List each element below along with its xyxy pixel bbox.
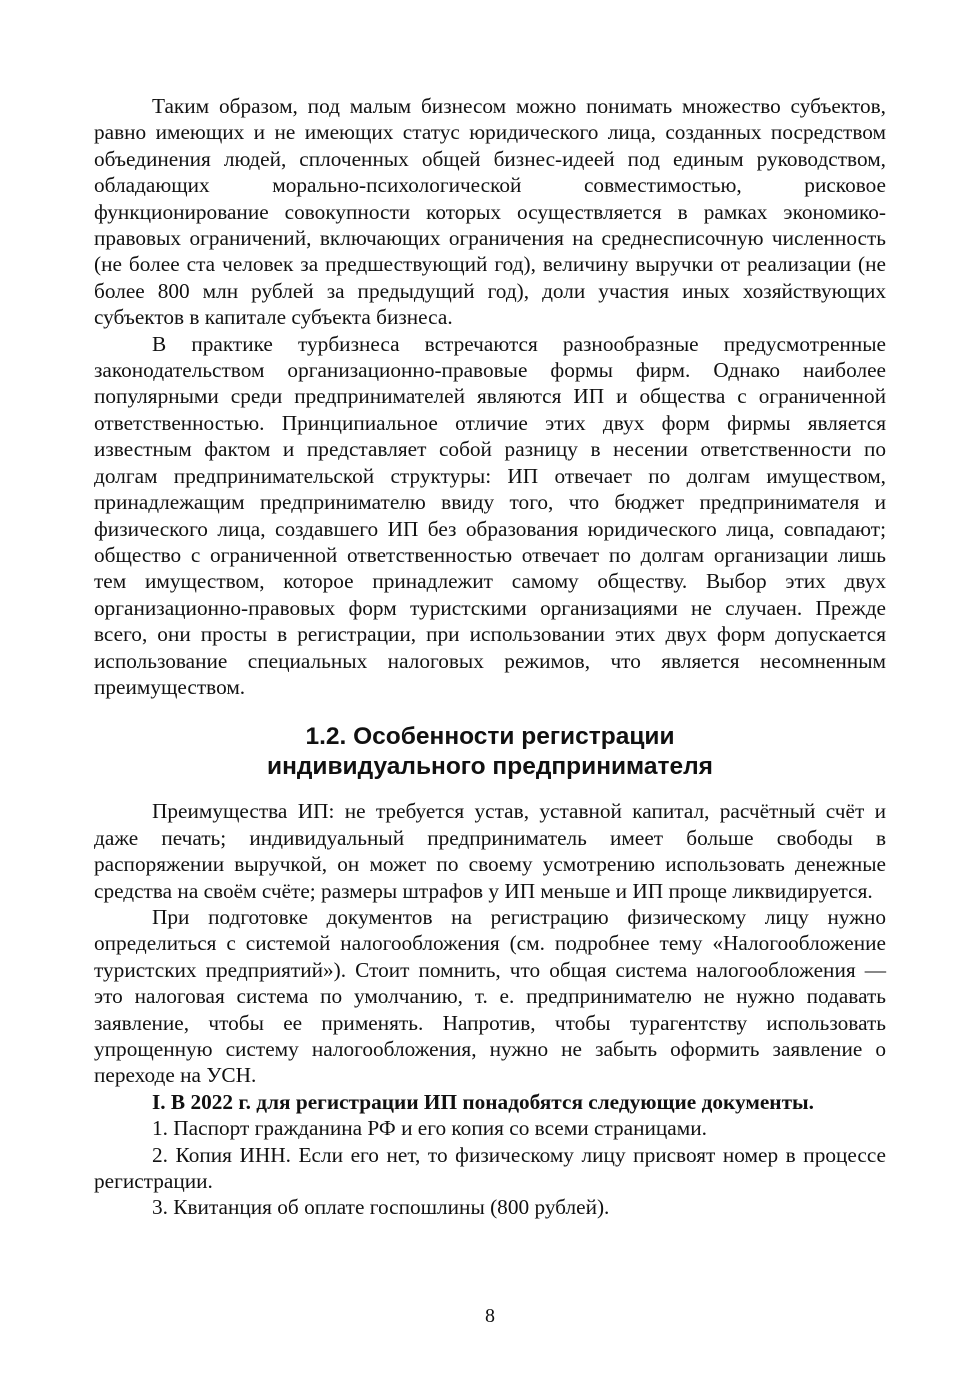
section-heading [94,722,886,782]
page-body [94,93,886,1221]
page-number: 8 [485,1305,495,1327]
section-heading-line1: 1.2. Особенности регистрации [305,723,675,751]
document-item-receipt: 3. Квитанция об оплате госпошлины (800 рублей). [152,1195,610,1220]
document-item-passport: 1. Паспорт гражданина РФ и его копия со всеми страницами. [152,1116,707,1141]
paragraph-small-business-definition: Таким образом, под малым бизнесом можно понимать множество субъектов, равно имеющих и не имеющих статус юридического лица, созданных посредством объединения людей, сплоченных общей бизнес-идеей под единым руководством, обладающих морально-психологической совместимостью, рисковое функционирование совокупности которых осуществляется в рамках экономико-правовых ограничений, включающих ограничения на среднесписочную численность (не более ста человек за предшествующий год), величину выручки от реализации (не более 800 млн рублей за предыдущий год), доли участия иных хозяйствующих субъектов в капитале субъекта бизнеса. [94,94,886,330]
paragraph-tax-system: При подготовке документов на регистрацию физическому лицу нужно определиться с системой налогообложения (см. подробнее тему «Налогообложение туристских предприятий»). Стоит помнить, что общая система налогообложения — это налоговая система по умолчанию, т. е. предпринимателю не нужно подавать заявление, чтобы ее применять. Напротив, чтобы турагентству использовать упрощенную систему налогообложения, нужно не забыть оформить заявление о переходе на УСН. [94,904,886,1088]
paragraph-ip-advantages: Преимущества ИП: не требуется устав, уставной капитал, расчётный счёт и даже печать; индивидуальный предприниматель имеет больше свободы в распоряжении выручкой, он может по своему усмотрению использовать денежные средства на своём счёте; размеры штрафов у ИП меньше и ИП проще ликвидируется. [94,799,886,903]
section-heading-line2: индивидуального предпринимателя [267,753,713,781]
paragraph-legal-forms: В практике турбизнеса встречаются разнообразные предусмотренные законодательством организационно-правовые формы фирм. Однако наиболее популярными среди предпринимателей являются ИП и общества с ограниченной ответственностью. Принципиальное отличие этих двух форм фирмы является известным фактом и представляет собой разницу в несении ответственности по долгам предпринимательской структуры: ИП отвечает по долгам имуществом, принадлежащим предпринимателю ввиду того, что бюджет предпринимателя и физического лица, создавшего ИП без образования юридического лица, совпадают; общество с ограниченной ответственностью отвечает по долгам организации лишь тем имуществом, которое принадлежит самому обществу. Выбор этих двух организационно-правовых форм туристскими организациями не случаен. Прежде всего, они просты в регистрации, при использовании этих двух форм допускается использование специальных налоговых режимов, что является несомненным преимуществом. [94,331,886,699]
document-item-inn: 2. Копия ИНН. Если его нет, то физическому лицу присвоят номер в процессе регистрации. [94,1142,886,1194]
documents-heading: I. В 2022 г. для регистрации ИП понадобятся следующие документы. [152,1089,814,1114]
